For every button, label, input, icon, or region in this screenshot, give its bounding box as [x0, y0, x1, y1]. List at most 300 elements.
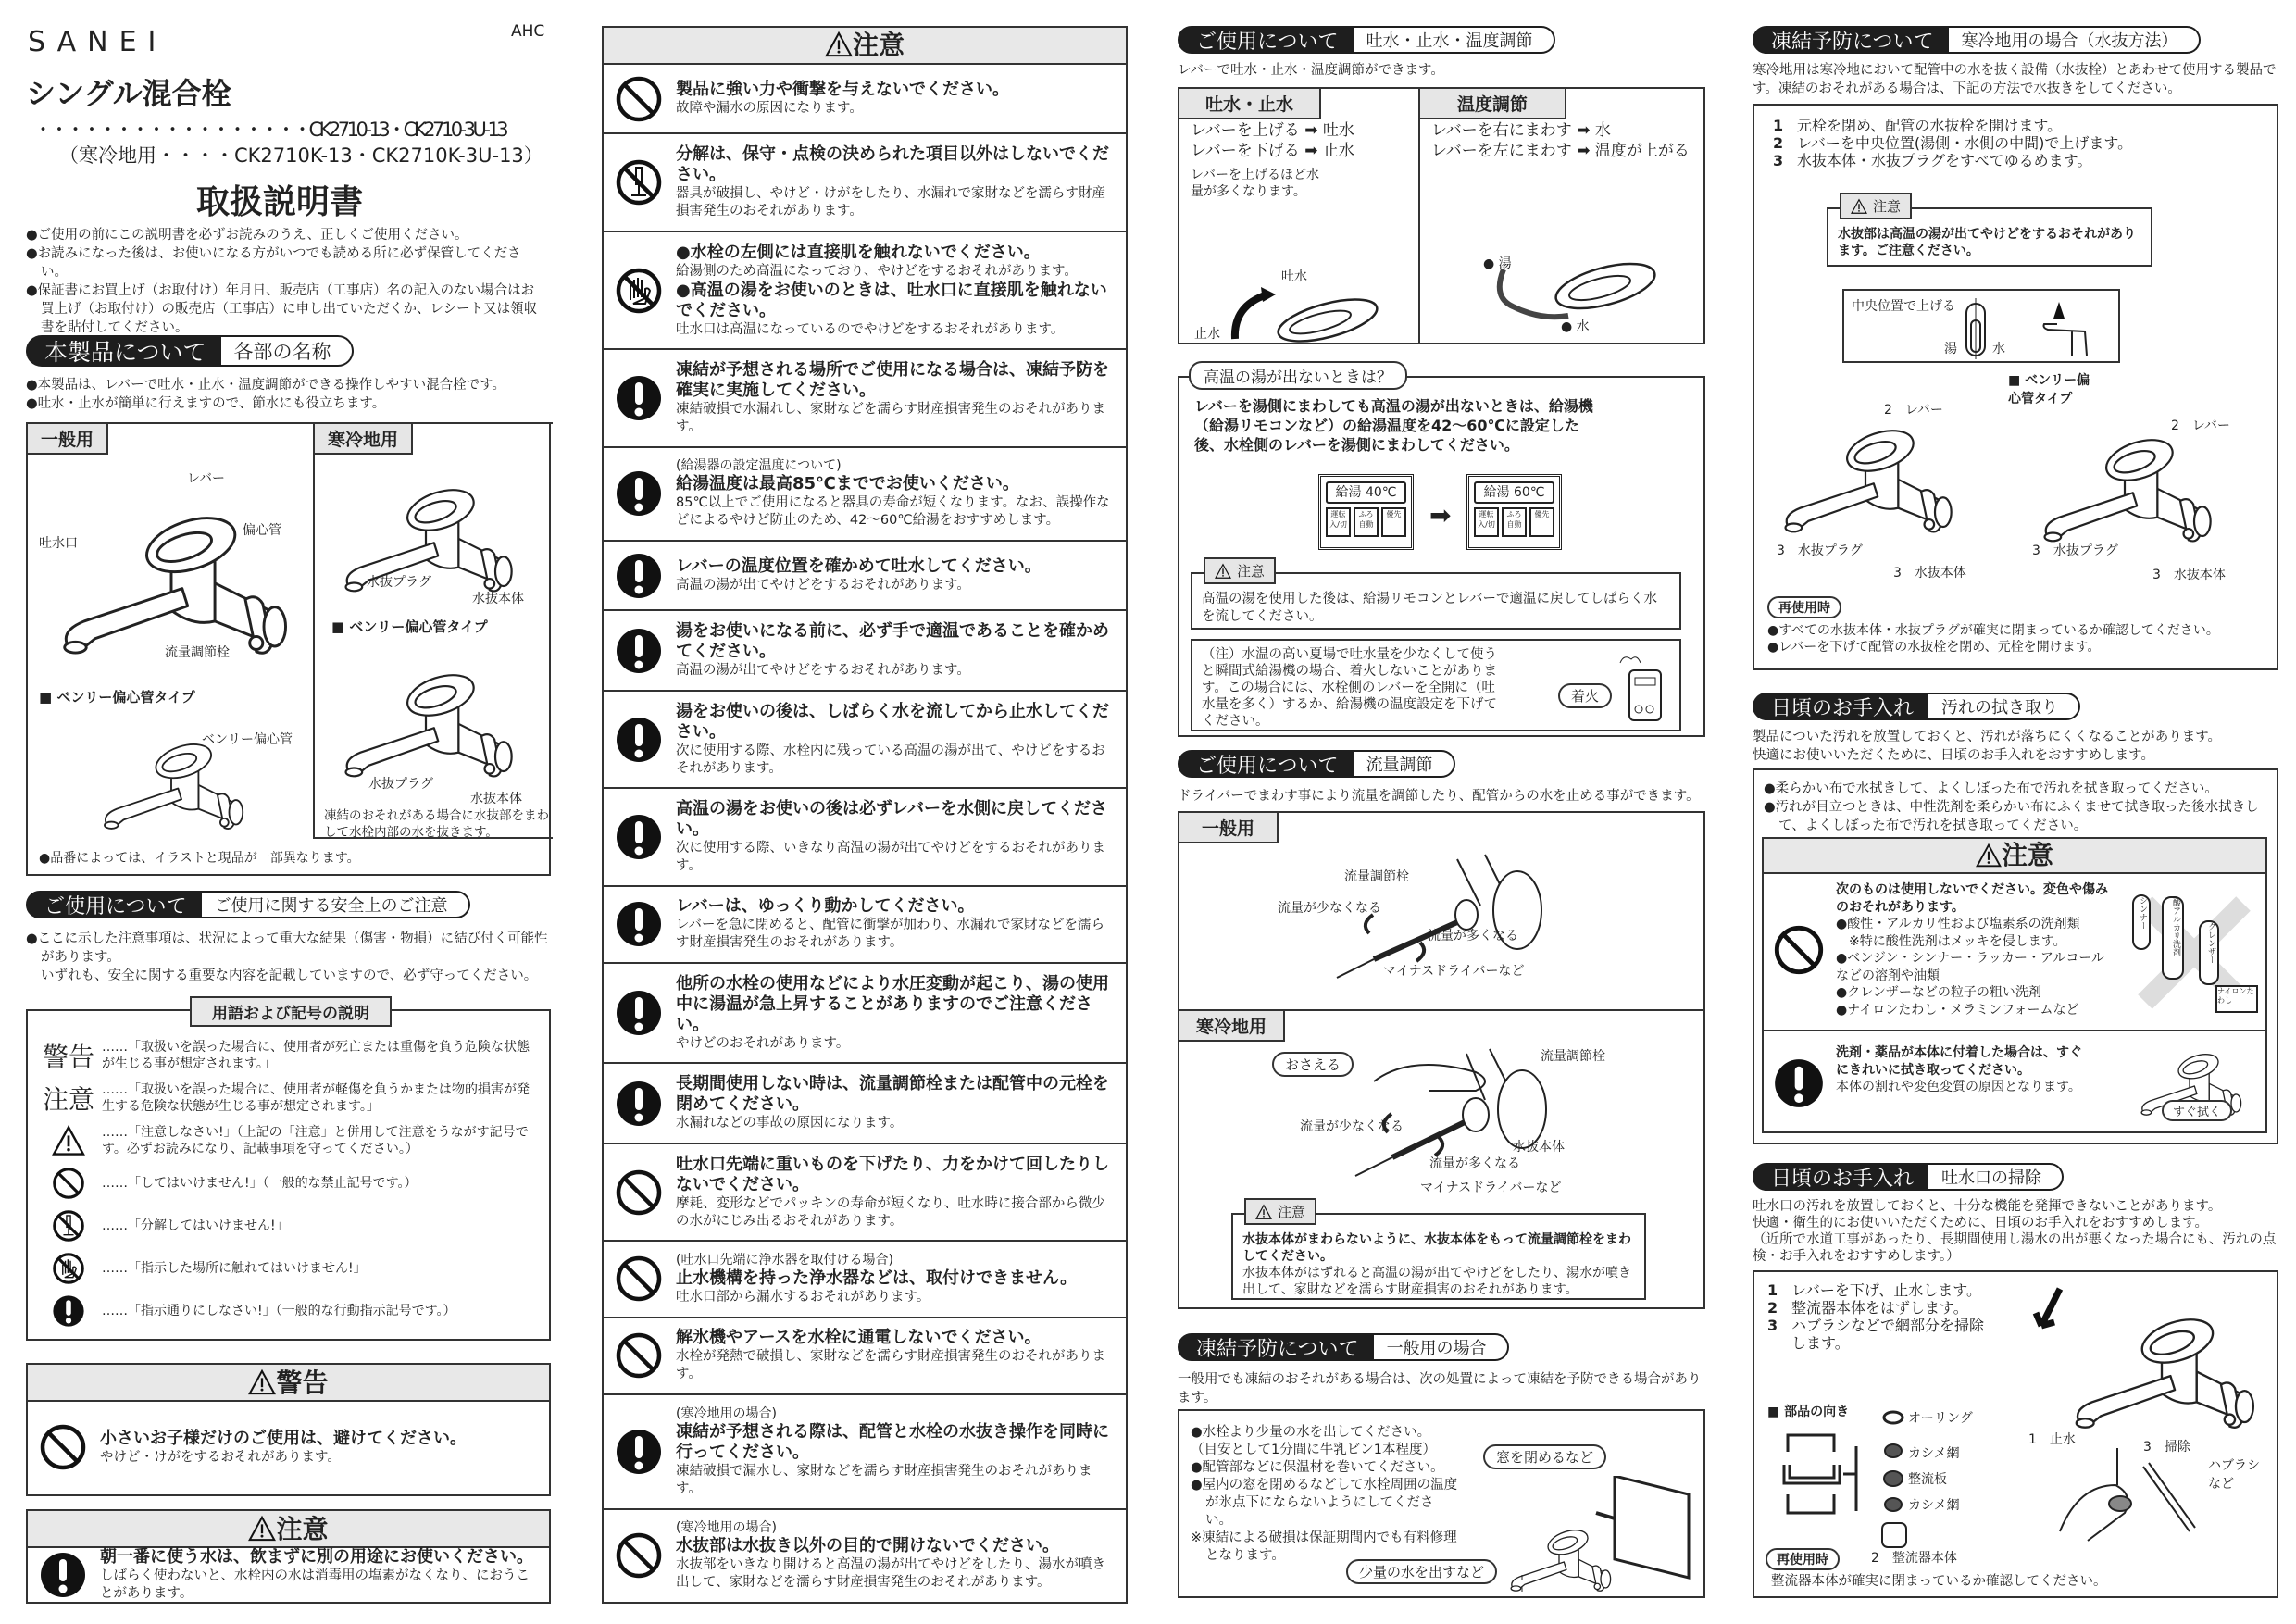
bottle-label: シンナー: [2132, 894, 2151, 950]
care-caution-title: 次のものは使用しないでください。変色や傷みのおそれがあります。: [1836, 882, 2108, 915]
bullet: ●吐水・止水が簡単に行えますので、節水にも役立ちます。: [26, 396, 386, 411]
care-caution-title: 洗剤・薬品が本体に付着した場合は、すぐにきれいに拭き取ってください。: [1836, 1045, 2082, 1078]
reuse-item: ●レバーを下げて配管の水抜栓を閉め、元栓を開けます。: [1767, 640, 2101, 655]
mandatory-icon: [615, 469, 663, 518]
spout-faucet-illustration: [2032, 1280, 2264, 1437]
hot-water-caution-text: 高温の湯を使用した後は、給湯リモコンとレバーで適温に戻してしばらく水を流してください。: [1202, 592, 1657, 624]
legend-item: [41, 1291, 540, 1331]
label-lever: レバー: [187, 471, 226, 486]
intro-line: 吐水口の汚れを放置しておくと、十分な機能を発揮できないことがあります。: [1753, 1199, 2222, 1214]
caution-text: [676, 1328, 1117, 1383]
care-spout-box: [1753, 1270, 2278, 1598]
parts-bullets: [26, 376, 544, 413]
caution-label: [1840, 193, 1912, 219]
ignition-note-box: [1191, 639, 1681, 731]
hot-water-text: レバーを湯側にまわしても高温の湯が出ないときは、給湯機（給湯リモコンなど）の給湯温度を42～60℃に設定した後、水栓側のレバーを湯側にまわしてください。: [1194, 397, 1593, 454]
remote-button: ふろ自動: [1354, 507, 1379, 537]
legend-box: [26, 1005, 551, 1341]
label-benri-type: ■ ベンリー偏心管タイプ: [331, 618, 488, 635]
legend-text: ……「指示通りにしなさい!」（一般的な行動指示記号です。）: [102, 1304, 456, 1318]
step-item: [1767, 1299, 1990, 1317]
label-hot: ● 湯: [1483, 256, 1512, 271]
section-title: 凍結予防について: [1753, 26, 1949, 54]
legend-text: ……「注意しなさい!」（上記の「注意」と併用して注意をうながす記号です。必ずお読みになり、記載事項を守ってください。）: [102, 1125, 529, 1156]
prohibit-icon: [1773, 924, 1825, 976]
label-drain-body: 水抜本体: [1513, 1140, 1565, 1155]
step-item: [1773, 117, 2132, 134]
caution-title: 小さいお子様だけのご使用は、避けてください。: [100, 1428, 467, 1448]
label-cold: 水: [1992, 342, 2005, 356]
care-caution-1: [1836, 881, 2114, 1018]
freeze-item: ●屋内の窓を閉めるなどして水栓周囲の温度が氷点下にならないようにしてください。: [1191, 1478, 1458, 1528]
lever-up-down-illustration: [1217, 287, 1383, 343]
mandatory-icon: [615, 374, 663, 422]
caution-body: 摩耗、変形などでパッキンの寿命が短くなり、吐水時に接合部から微少の水がにじみ出るおそれがあります。: [676, 1195, 1105, 1229]
caution-body: 次に使用する際、いきなり高温の湯が出てやけどをするおそれがあります。: [676, 840, 1105, 873]
caution-body: 吐水口部から漏水するおそれがあります。: [676, 1289, 930, 1305]
section-subtitle: 各部の名称: [221, 335, 354, 367]
care-item: ●柔らかい布で水拭きして、よくしぼった布で汚れを拭き取ってください。: [1764, 781, 2218, 796]
mandatory-icon: [1773, 1057, 1825, 1109]
mandatory-icon: [615, 1428, 663, 1476]
sponge-label: ナイロンたわし: [2215, 985, 2258, 1013]
caution-body: 給湯側のため高温になっており、やけどをするおそれがあります。: [676, 263, 1078, 279]
caution-title: ●高温の湯をお使いのときは、吐水口に直接肌を触れないでください。: [676, 280, 1107, 320]
care-wipe-items: [1764, 780, 2264, 835]
caution-row: [604, 1242, 1126, 1318]
step-item: [1773, 152, 2132, 169]
caution-text: [676, 896, 1117, 952]
no-disassemble-icon: [41, 1209, 96, 1243]
caution-body: 吐水口は高温になっているのでやけどをするおそれがあります。: [676, 321, 1065, 337]
legend-item: [41, 1078, 540, 1118]
step-number: 1: [1767, 1281, 1778, 1299]
legend-text: ……「取扱いを誤った場合に、使用者が死亡または重傷を負う危険な状態が生じる事が想定されます。」: [102, 1040, 530, 1071]
caution-title: ●水栓の左側には直接肌を触れないでください。: [676, 242, 1041, 262]
caution-list-box: [602, 26, 1128, 1604]
caution-body: 85℃以上でご使用になると器具の寿命が短くなります。なお、誤操作などによるやけど防止のため、42～60℃給湯をおすすめします。: [676, 495, 1110, 529]
caution-title: 吐水口先端に重いものを下げたり、力をかけて回したりしないでください。: [676, 1154, 1109, 1194]
section-header-care-wipe: [1753, 693, 2080, 720]
care-item: ●汚れが目立つときは、中性洗剤を柔らかい布にふくませて拭き取った後水拭きして、よくしぼった布で汚れを拭き取ってください。: [1764, 800, 2259, 833]
label-driver: マイナスドライバーなど: [1420, 1181, 1562, 1195]
cold-note: 凍結のおそれがある場合に水抜部をまわして水栓内部の水を抜きます。: [324, 808, 549, 840]
freeze-item: （目安として1分間に牛乳ビン1本程度）: [1191, 1443, 1436, 1457]
label-driver: マイナスドライバーなど: [1383, 964, 1525, 979]
caution-text: [100, 1429, 540, 1467]
step-text: ハブラシなどで網部分を掃除します。: [1791, 1317, 1985, 1352]
no-touch-icon: [41, 1252, 96, 1285]
caution-triangle-icon: [1255, 1204, 1272, 1220]
section-header-operation: [1178, 26, 1555, 54]
tab-cold: 寒冷地用: [313, 422, 413, 455]
cold-benri-faucet-illustration: [333, 646, 518, 785]
mandatory-icon: [615, 1080, 663, 1128]
caution-text: [676, 457, 1117, 530]
section-title: ご使用について: [26, 891, 202, 918]
legend-item: [41, 1035, 540, 1076]
caution-label-text: 注意: [1873, 198, 1902, 215]
prohibit-icon: [615, 1168, 663, 1217]
section-title: ご使用について: [1178, 26, 1354, 54]
prohibit-icon: [615, 1531, 663, 1580]
label-little-water: 少量の水を出すなど: [1346, 1559, 1497, 1584]
remote-button: 運転入/切: [1474, 507, 1499, 537]
label-oring: オーリング: [1908, 1411, 1973, 1426]
label-benri-type: ■ ベンリー偏心管タイプ: [39, 689, 195, 706]
freeze-cold-intro: 寒冷地用は寒冷地において配管中の水を抜く設備（水抜栓）とあわせて使用する製品です。凍結のおそれがある場合は、下記の方法で水抜きをしてください。: [1753, 63, 2277, 96]
mandatory-icon: [615, 813, 663, 861]
caution-title: 凍結が予想される場所でご使用になる場合は、凍結予防を確実に実施してください。: [676, 359, 1109, 400]
section-subtitle: 汚れの拭き取り: [1928, 693, 2080, 720]
flow-up: レバーを上げる ➡ 吐水: [1191, 121, 1354, 140]
intro-line: 製品についた汚れを放置しておくと、汚れが落ちにくくなることがあります。: [1753, 730, 2222, 744]
caution-context: (吐水口先端に浄水器を取付ける場合): [676, 1252, 893, 1268]
legend-word: 警告: [42, 1042, 94, 1072]
caution-heading: [28, 1511, 549, 1548]
parts-orientation-label: ■ 部品の向き: [1767, 1405, 1850, 1419]
section-title: ご使用について: [1178, 750, 1354, 778]
care-spout-intro: [1753, 1198, 2278, 1265]
legend-text: ……「取扱いを誤った場合に、使用者が軽傷を負うかまたは物的損害が発生する危険な状態が生じる事が想定されます。」: [102, 1082, 530, 1114]
label-eccentric-pipe: 偏心管: [243, 523, 281, 538]
caution-row: [604, 611, 1126, 691]
section-title: 日頃のお手入れ: [1753, 1163, 1928, 1191]
flow-caution-body: 水抜本体がはずれると高温の湯が出てやけどをしたり、湯水が噴き出して、家財などを濡らす財産損害のおそれがあります。: [1242, 1266, 1631, 1297]
intro-note: ●お読みになった後は、お使いになる方がいつでも読める所に必ず保管してください。: [26, 246, 521, 280]
label-less-flow: 流量が少なくなる: [1278, 901, 1381, 916]
caution-text: [676, 1252, 1117, 1306]
lever-top-view-icon: [1963, 298, 1989, 359]
caution-body: 故障や漏水の原因になります。: [676, 101, 863, 117]
caution-row: [604, 65, 1126, 134]
label-more-flow: 流量が多くなる: [1428, 929, 1518, 943]
label-benri-pipe: ベンリー偏心管: [202, 732, 293, 747]
caution-context: (寒冷地用の場合): [676, 1520, 777, 1536]
flow-note: レバーを上げるほど水量が多くなります。: [1191, 168, 1320, 199]
caution-context: (給湯器の設定温度について): [676, 458, 842, 474]
bullet: ●本製品は、レバーで吐水・止水・温度調節ができる操作しやすい混合栓です。: [26, 378, 505, 393]
safety-intro: [26, 930, 549, 985]
reuse-list: [1767, 622, 2219, 656]
caution-body: 器具が破損し、やけど・けがをしたり、水漏れで家財などを濡らす財産損害発生のおそれがあります。: [676, 186, 1105, 219]
care-caution-box: [1762, 837, 2267, 1133]
label-lever: 2 レバー: [2171, 418, 2230, 433]
flow-caution-title: 水抜本体がまわらないように、水抜本体をもって流量調節栓をまわしてください。: [1242, 1232, 1631, 1264]
caution-triangle-icon: [1851, 198, 1867, 215]
caution-text: [676, 243, 1117, 339]
caution-body: 水抜部をいきなり開けると高温の湯が出てやけどをしたり、湯水が噴き出して、家財などを濡らす財産損害発生のおそれがあります。: [676, 1557, 1105, 1591]
step-number: 2: [1773, 134, 1784, 152]
warning-heading-text: 警告: [276, 1368, 329, 1398]
caution-heading-text: 注意: [852, 30, 905, 60]
caution-row: [604, 1510, 1126, 1602]
remote-button: 優先: [1381, 507, 1406, 537]
caution-title: 長期間使用しない時は、流量調節栓または配管中の元栓を閉めてください。: [676, 1074, 1109, 1115]
section-header-freeze-general: [1178, 1333, 1509, 1361]
caution-body: 凍結破損で漏水し、家財などを濡らす財産損害発生のおそれがあります。: [676, 1463, 1092, 1496]
mandatory-icon: [615, 989, 663, 1037]
step-number: 1: [1773, 117, 1784, 134]
caution-text: [676, 974, 1117, 1053]
section-subtitle: ご使用に関する安全上のご注意: [202, 891, 470, 918]
legend-item: [41, 1248, 540, 1289]
caution-heading-text: 注意: [2001, 840, 2053, 870]
prohibited-cleaners-illustration: [2125, 885, 2259, 1019]
freeze-item: ●水栓より少量の水を出してください。: [1191, 1425, 1431, 1440]
tab-temperature: 温度調節: [1418, 87, 1566, 119]
label-brush: ハブラシなど: [2208, 1458, 2260, 1492]
intro-note: ●ご使用の前にこの説明書を必ずお読みのうえ、正しくご使用ください。: [26, 228, 468, 243]
reuse-item: ●すべての水抜本体・水抜プラグが確実に閉まっているか確認してください。: [1767, 623, 2219, 638]
operation-intro: レバーで吐水・止水・温度調節ができます。: [1178, 63, 1444, 78]
label-drain-body: 3 水抜本体: [1893, 566, 1966, 581]
caution-row: [604, 1395, 1126, 1509]
ignite-label: 着火: [1558, 683, 1612, 708]
caution-title: 他所の水栓の使用などにより水圧変動が起こり、湯の使用中に湯温が急上昇することがありますのでご注意ください。: [676, 973, 1109, 1034]
label-drain-plug: 3 水抜プラグ: [2032, 543, 2118, 558]
legend-text: ……「分解してはいけません!」: [102, 1218, 289, 1233]
freeze-cold-caution-text: 水抜部は高温の湯が出てやけどをするおそれがあります。ご注意ください。: [1838, 227, 2136, 258]
legend-word: 注意: [42, 1084, 94, 1115]
section-subtitle: 一般用の場合: [1374, 1333, 1509, 1361]
tab-general: 一般用: [26, 422, 108, 455]
caution-body: やけどのおそれがあります。: [676, 1035, 850, 1051]
section-header-flow: [1178, 750, 1455, 778]
caution-heading-text: 注意: [276, 1514, 329, 1544]
freeze-general-box: [1178, 1409, 1705, 1598]
caution-title: 解氷機やアースを水栓に通電しないでください。: [676, 1328, 1042, 1348]
label-hot: 湯: [1944, 342, 1957, 356]
flow-box: [1178, 811, 1705, 1309]
freeze-cold-caution: [1827, 198, 2152, 267]
center-position-box: [1842, 289, 2120, 363]
caution-body: 水栓が発熱で破損し、家財などを濡らす財産損害発生のおそれがあります。: [676, 1349, 1105, 1382]
bottle-label: 酸アルカリ洗剤: [2162, 896, 2184, 980]
caution-text: [676, 1155, 1117, 1230]
section-header-parts: [26, 335, 354, 367]
caution-title: レバーは、ゆっくり動かしてください。: [676, 896, 975, 917]
flow-instructions: [1191, 120, 1354, 200]
document-code: AHC: [511, 22, 545, 41]
label-drain-plug: 3 水抜プラグ: [1777, 543, 1863, 558]
caution-row: [28, 1548, 549, 1602]
mandatory-icon: [615, 716, 663, 764]
caution-title: 湯をお使いになる前に、必ず手で適温であることを確かめてください。: [676, 621, 1109, 662]
section-subtitle: 寒冷地用の場合（水抜方法）: [1949, 26, 2201, 54]
model-numbers-cold: （寒冷地用・・・・CK2710K-13・CK2710K-3U-13）: [59, 144, 543, 167]
caution-row: [604, 134, 1126, 231]
prohibit-icon: [39, 1423, 87, 1471]
label-drain-plug: 水抜プラグ: [368, 777, 433, 792]
caution-box-small: [26, 1509, 551, 1604]
step-number: 2: [1767, 1299, 1778, 1317]
label-lever: 2 レバー: [1884, 403, 1943, 418]
prohibit-icon: [615, 75, 663, 123]
care-caution-item: ●ナイロンたわし・メラミンフォームなど: [1836, 1002, 2079, 1018]
legend-item: [41, 1163, 540, 1204]
caution-context: (寒冷地用の場合): [676, 1405, 777, 1421]
intro-notes: [26, 226, 544, 337]
caution-row: [604, 1144, 1126, 1242]
flow-caution: [1231, 1204, 1646, 1300]
legend-text: ……「してはいけません!」（一般的な禁止記号です。）: [102, 1176, 418, 1191]
label-flow-valve: 流量調節栓: [1541, 1049, 1605, 1064]
caution-text: [676, 1074, 1117, 1132]
caution-body: 高温の湯が出てやけどをするおそれがあります。: [676, 663, 970, 679]
mandatory-icon: [39, 1551, 87, 1599]
model-numbers-general: ・・・・・・・・・・・・・・・・・CK2710-13・CK2710-3U-13: [33, 119, 506, 141]
section-subtitle: 流量調節: [1354, 750, 1455, 778]
care-caution-2: [1836, 1044, 2086, 1096]
caution-triangle-icon: [248, 1515, 276, 1543]
freeze-prevention-illustration: [1485, 1476, 1698, 1596]
ignition-note: （注）水温の高い夏場で吐水量を少なくして使うと瞬間式給湯機の場合、着火しないことがあります。この場合には、水栓側のレバーを全開に（吐水量を多く）するか、給湯機の温度設定を下げてください。: [1202, 647, 1497, 729]
step-text: 整流器本体をはずします。: [1791, 1299, 1968, 1317]
label-less-flow: 流量が少なくなる: [1300, 1119, 1404, 1134]
drain-faucet-illustration: [1764, 402, 1967, 541]
caution-row: [604, 448, 1126, 542]
no-touch-icon: [615, 267, 663, 315]
hot-water-title: 高温の湯が出ないときは？: [1189, 361, 1407, 390]
caution-row: [604, 887, 1126, 964]
caution-label-text: 注意: [1278, 1204, 1306, 1220]
caution-body: 凍結破損で水漏れし、家財などを濡らす財産損害発生のおそれがあります。: [676, 401, 1105, 434]
label-more-flow: 流量が多くなる: [1429, 1156, 1520, 1171]
caution-text: [676, 621, 1117, 680]
caution-text: [676, 1519, 1117, 1592]
warning-triangle-icon: [248, 1368, 276, 1396]
lever-lift-icon: [2039, 300, 2094, 356]
label-stop: 1 止水: [2028, 1432, 2076, 1447]
temp-instructions: [1431, 120, 1690, 161]
caution-body: 水漏れなどの事故の原因になります。: [676, 1116, 904, 1131]
label-on: 吐水: [1281, 269, 1307, 284]
label-plate: 整流板: [1908, 1472, 1947, 1487]
reuse-label: 再使用時: [1766, 1548, 1840, 1570]
wipe-now-label: すぐ拭く: [2162, 1100, 2232, 1121]
section-header-safety: [26, 891, 470, 918]
caution-label-text: 注意: [1237, 563, 1266, 580]
tab-flow: 吐水・止水: [1178, 87, 1321, 119]
label-flow-valve: 流量調節栓: [165, 645, 230, 660]
caution-row: [604, 692, 1126, 789]
caution-body: やけど・けがをするおそれがあります。: [100, 1449, 341, 1465]
caution-text: [676, 80, 1117, 118]
flow-intro: ドライバーでまわす事により流量を調節したり、配管からの水を止める事ができます。: [1178, 789, 1700, 804]
mandatory-icon: [41, 1294, 96, 1328]
caution-title: 高温の湯をお使いの後は必ずレバーを水側に戻してください。: [676, 798, 1108, 839]
intro-note: ●保証書にお買上げ（お取付け）年月日、販売店（工事店）名の記入のない場合はお買上げ（お取付け）の販売店（工事店）に申し出ていただくか、レシート又は領収書を貼付してください。: [26, 283, 538, 335]
caution-title: 水抜部は水抜き以外の目的で開けないでください。: [676, 1536, 1059, 1556]
prohibit-icon: [41, 1167, 96, 1200]
center-position-label: 中央位置で上げる: [1852, 299, 1955, 314]
label-drain-body: 水抜本体: [470, 792, 522, 806]
no-disassemble-icon: [615, 158, 663, 206]
prohibit-icon: [615, 1255, 663, 1303]
caution-row: [604, 232, 1126, 350]
intro-line: 快適にお使いいただくために、日頃のお手入れをおすすめします。: [1753, 748, 2154, 763]
remote-display: 給湯 60℃: [1474, 481, 1554, 504]
caution-title: レバーの温度位置を確かめて吐水してください。: [676, 556, 1042, 577]
mandatory-icon: [615, 627, 663, 675]
label-aerator: 2 整流器本体: [1871, 1551, 1957, 1566]
flow-down: レバーを下げる ➡ 止水: [1191, 142, 1354, 160]
hot-water-caution: [1191, 563, 1681, 630]
parts-diagram-box: [26, 422, 551, 876]
legend-item: [41, 1120, 540, 1161]
freeze-item: ●配管部などに保温材を巻いてください。: [1191, 1460, 1444, 1475]
caution-triangle-icon: [1215, 563, 1231, 580]
safety-text: いずれも、安全に関する重要な内容を記載していますので、必ず守ってください。: [41, 968, 538, 983]
tab-cold: 寒冷地用: [1178, 1009, 1285, 1042]
bottle-label: クレンザー: [2199, 920, 2219, 985]
caution-title: 止水機構を持った浄水器などは、取付けできません。: [676, 1268, 1078, 1288]
mandatory-icon: [615, 900, 663, 948]
care-caution-body: 本体の割れや変色変質の原因となります。: [1836, 1080, 2081, 1094]
step-text: 元栓を閉め、配管の水抜栓を開けます。: [1797, 117, 2063, 134]
freeze-cold-box: [1753, 104, 2278, 670]
care-caution-item: ●クレンザーなどの粒子の粗い洗剤: [1836, 985, 2041, 1000]
caution-row: [604, 964, 1126, 1064]
section-title: 本製品について: [26, 335, 221, 367]
caution-title: 分解は、保守・点検の決められた項目以外はしないでください。: [676, 144, 1109, 185]
caution-body: しばらく使わないと、水栓内の水は消毒用の塩素がなくなり、におうことがあります。: [100, 1568, 530, 1601]
arrow-right-icon: ➡: [1429, 500, 1452, 531]
legend-item: [41, 1206, 540, 1246]
caution-text: [676, 360, 1117, 436]
step-item: [1767, 1281, 1990, 1299]
label-cold: ● 水: [1561, 319, 1590, 334]
warning-box: [26, 1363, 551, 1496]
caution-row: [604, 542, 1126, 611]
section-subtitle: 吐水・止水・温度調節: [1354, 26, 1555, 54]
temp-left: レバーを左にまわす ➡ 温度が上がる: [1431, 142, 1690, 160]
section-header-freeze-cold: [1753, 26, 2201, 54]
caution-title: 湯をお使いの後は、しばらく水を流してから止水してください。: [676, 701, 1109, 742]
caution-heading: [604, 28, 1126, 65]
prohibit-icon: [615, 1331, 663, 1380]
step-text: レバーを下げ、止水します。: [1791, 1281, 1981, 1299]
caution-title: 朝一番に使う水は、飲まずに別の用途にお使いください。: [100, 1547, 533, 1567]
caution-body: 高温の湯が出てやけどをするおそれがあります。: [676, 578, 970, 593]
intro-line: 快適・衛生的にお使いいただくために、日頃のお手入れをおすすめします。: [1753, 1216, 2208, 1230]
tab-general: 一般用: [1178, 811, 1279, 843]
caution-label: [1244, 1198, 1316, 1225]
freeze-item: ※凍結による破損は保証期間内でも有料修理となります。: [1191, 1530, 1457, 1563]
document-title: 取扱説明書: [196, 183, 364, 221]
brush-cleaning-illustration: [2051, 1448, 2199, 1550]
operation-box: [1178, 87, 1705, 344]
remote-display: 給湯 40℃: [1326, 481, 1406, 504]
label-spout: 吐水口: [39, 536, 78, 551]
caution-triangle-icon: [1976, 843, 2002, 868]
caution-text: [100, 1547, 540, 1603]
caution-body: レバーを急に閉めると、配管に衝撃が加わり、水漏れで家財などを濡らす財産損害発生のおそれがあります。: [676, 918, 1104, 951]
step-item: [1767, 1317, 1990, 1352]
caution-text: [676, 702, 1117, 778]
caution-title: 製品に強い力や衝撃を与えないでください。: [676, 80, 1009, 100]
label-benri-type: ■ ベンリー偏心管タイプ: [2008, 373, 2090, 406]
caution-label: [1204, 557, 1276, 584]
section-title: 日頃のお手入れ: [1753, 693, 1928, 720]
label-mesh: カシメ網: [1908, 1446, 1960, 1461]
caution-heading: [1764, 839, 2265, 874]
mandatory-icon: [615, 552, 663, 600]
legend-title: 用語および記号の説明: [190, 996, 392, 1027]
caution-title: 給湯温度は最高85℃まででお使いください。: [676, 474, 1019, 494]
brand-logo: SANEI: [28, 26, 168, 58]
